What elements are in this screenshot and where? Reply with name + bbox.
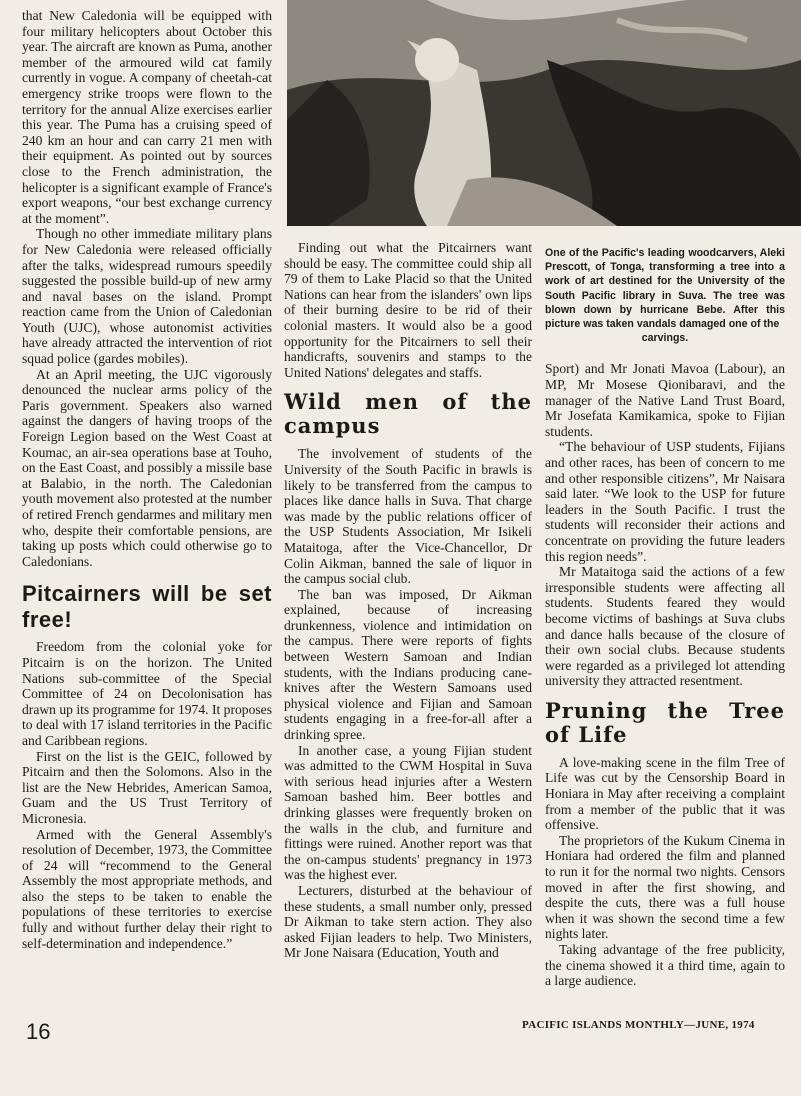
- column-left: [22, 8, 272, 951]
- paragraph: The involvement of students of the University of the South Pacific in brawls is likely to be transferred from the campus to places like dance halls in Suva. That charge was made by the public relations officer of the USP Students Association, Mr Isikeli Mataitoga, after the Vice-Chancellor, Dr Colin Aikman, banned the sale of liquor in the campus social club.: [284, 446, 532, 587]
- woodcarver-photo-illustration: [287, 0, 801, 226]
- heading-pruning: Pruning the Tree of Life: [545, 697, 785, 747]
- woodcarver-photo: [287, 0, 801, 226]
- magazine-footer: PACIFIC ISLANDS MONTHLY—JUNE, 1974: [522, 1019, 755, 1031]
- paragraph: Though no other immediate military plans for New Caledonia were released officially after the talks, widespread rumours speedily suggested the possible build-up of new army and naval bases on the island. Prompt reaction came from the Union of Caledonian Youth (UJC), whose autonomist activities have already attracted the intervention of riot squad police (gardes mobiles).: [22, 226, 272, 367]
- paragraph: that New Caledonia will be equipped with four military helicopters about October this year. The aircraft are known as Puma, another member of the armoured wild cat family currently in vogue. A company of cheetah-cat emergency strike troops were flown to the territory for the annual Alize exercises earlier this year. The Puma has a cruising speed of 240 km an hour and can carry 21 men with their equipment. As pointed out by sources close to the French administration, the helicopter is a significant example of France's export weapons, “our best exchange currency at the moment”.: [22, 8, 272, 226]
- paragraph: Lecturers, disturbed at the behaviour of these students, a small number only, pressed Dr Aikman to take stern action. They also asked Fijian leaders to help. Two Ministers, Mr Jone Naisara (Education, Youth and: [284, 882, 532, 961]
- paragraph: Finding out what the Pitcairners want should be easy. The committee could ship all 79 of them to Lake Placid so that the United Nations can hear from the islanders' own lips of their burning desire to be rid of their colonial masters. It would also be a good opportunity for the Pitcairners to sell their handicrafts, souvenirs and stamps to the United Nations' delegates and staffs.: [284, 240, 532, 380]
- heading-pitcairners: Pitcairners will be set free!: [22, 581, 272, 633]
- paragraph: Freedom from the colonial yoke for Pitcairn is on the horizon. The United Nations sub-committee of the Special Committee of 24 on Decolonisation has drawn up its programme for 1974. It proposes to deal with 17 island territories in the Pacific and Caribbean regions.: [22, 639, 272, 748]
- paragraph: Mr Mataitoga said the actions of a few irresponsible students were affecting all students. Students feared they would become victims of bashings at Suva clubs and dance halls because of the closure of their own social clubs. Because students were regarded as a privileged lot attending university they attracted resentment.: [545, 564, 785, 689]
- paragraph: “The behaviour of USP students, Fijians and other races, has been of concern to me and other responsible citizens”, Mr Naisara said later. “We look to the USP for future leaders in the South Pacific. I trust the students will reconsider their actions and concentrate on providing the future leaders this region needs”.: [545, 439, 785, 564]
- paragraph: At an April meeting, the UJC vigorously denounced the nuclear arms policy of the Paris government. Speakers also warned against the dangers of having troops of the Foreign Legion based on the West Coast at Koumac, an air-sea operations base at Touho, on the East Coast, and possibly a missile base at Balabio, in the north. The Caledonian youth movement also protested at the number of retired French gendarmes and military men who, despite their comfortable pensions, are taking up posts which could otherwise go to Caledonians.: [22, 366, 272, 569]
- paragraph: Sport) and Mr Jonati Mavoa (Labour), an MP, Mr Mosese Qionibaravi, and the manager of the Native Land Trust Board, Mr Josefata Kamikamica, spoke to Fijian students.: [545, 361, 785, 439]
- column-middle: [284, 240, 532, 961]
- paragraph: Armed with the General Assembly's resolution of December, 1973, the Committee of 24 will “recommend to the General Assembly the most appropriate methods, and also the steps to be taken to enable the populations of these territories to exercise fully and without further delay their right to self-determination and independence.”: [22, 826, 272, 951]
- paragraph: A love-making scene in the film Tree of Life was cut by the Censorship Board in Honiara in May after receiving a complaint from a member of the public that it was offensive.: [545, 754, 785, 833]
- paragraph: The ban was imposed, Dr Aikman explained, because of increasing drunkenness, violence and intimidation on the campus. There were reports of fights between Western Samoan and Indian students, with the Indians producing cane-knives after the Western Samoans used physical violence and Fijian and Samoan students engaging in a free-for-all after a drinking spree.: [284, 586, 532, 743]
- heading-wild-men: Wild men of the campus: [284, 389, 532, 439]
- photo-caption-text: One of the Pacific's leading woodcarvers, Aleki Prescott, of Tonga, transforming a tree into a work of art destined for the University of the South Pacific library in Suva. The tree was blown down by hurricane Bebe. After this picture was taken vandals damaged one of the: [545, 247, 785, 331]
- column-right: [545, 246, 785, 989]
- photo-caption: [545, 246, 785, 345]
- paragraph: First on the list is the GEIC, followed by Pitcairn and then the Solomons. Also in the list are the New Hebrides, American Samoa, Guam and the US Trust Territory of Micronesia.: [22, 748, 272, 826]
- paragraph: Taking advantage of the free publicity, the cinema showed it a third time, again to a large audience.: [545, 942, 785, 989]
- page-number: 16: [26, 1019, 51, 1044]
- paragraph: The proprietors of the Kukum Cinema in Honiara had ordered the film and planned to run it for the normal two nights. Censors moved in after the first showing, and despite the cuts, there was a full house when it was shown the second time a few nights later.: [545, 832, 785, 942]
- paragraph: In another case, a young Fijian student was admitted to the CWM Hospital in Suva with serious head injuries after a Western Samoan bashed him. Beer bottles and drinking glasses were frequently broken on the walls in the club, and furniture and fittings were ruined. Another report was that the on-campus students' pregnancy in 1973 was the highest ever.: [284, 742, 532, 883]
- photo-caption-end: carvings.: [641, 332, 689, 345]
